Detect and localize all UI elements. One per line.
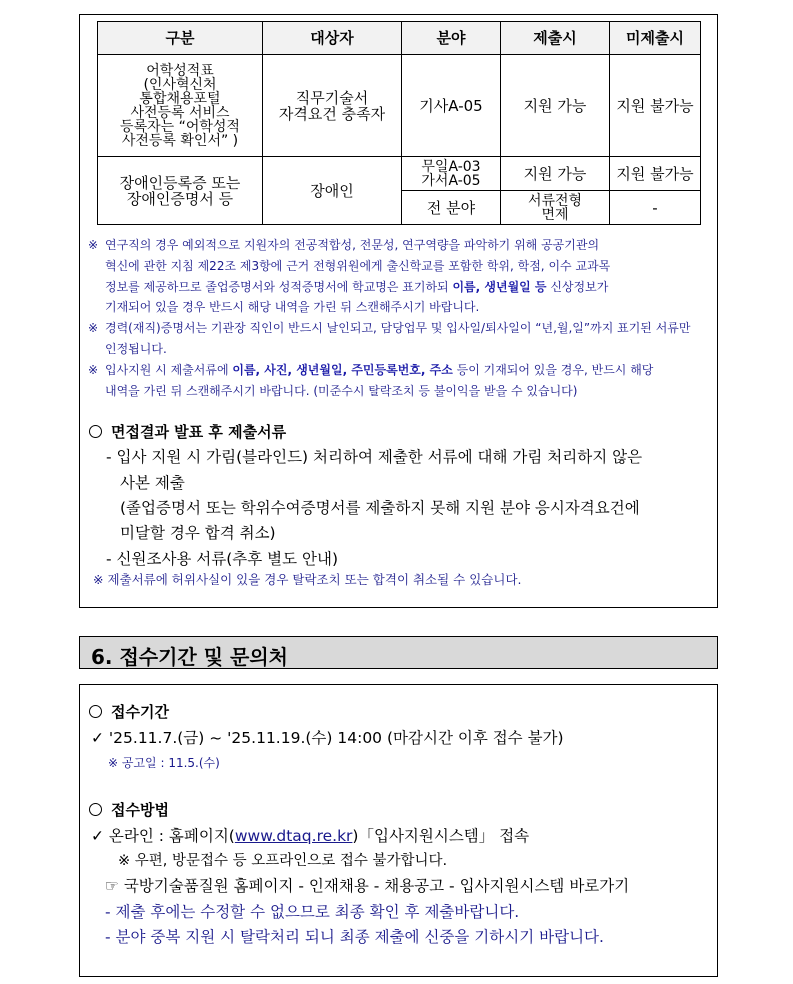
note-line: 정보를 제공하므로 졸업증명서와 성적증명서에 학교명은 표기하되 이름, 생년월일 등 신상정보가 [105,279,609,294]
target-cell: 장애인 [263,157,402,225]
requirements-box [79,14,718,608]
note-item [88,235,713,318]
note-line: 경력(재직)증명서는 기관장 직인이 반드시 날인되고, 담당업무 및 입사일/퇴사일이 “년,월,일”까지 표기된 서류만 [105,321,691,336]
circle-icon [89,803,102,816]
duplicate-warning: - 분야 중복 지원 시 탈락처리 되니 최종 제출에 신중을 기하시기 바랍니다. [105,928,604,946]
field-cell: 기사A-05 [402,55,501,157]
period-section-title [89,701,169,722]
interview-line: - 신원조사용 서류(추후 별도 안내) [106,550,339,568]
col-header: 분야 [402,22,501,55]
field-cell [402,157,501,191]
table-row [98,55,701,157]
revision-warning: - 제출 후에는 수정할 수 없으므로 최종 확인 후 제출바랍니다. [105,903,520,921]
false-info-warning: ※ 제출서류에 허위사실이 있을 경우 탈락조치 또는 합격이 취소될 수 있습니다. [93,572,522,587]
col-header: 제출시 [501,22,610,55]
target-cell [263,55,402,157]
interview-line: (졸업증명서 또는 학위수여증명서를 제출하지 못해 지원 분야 응시자격요건에 [120,499,640,517]
no-submit-cell: 지원 불가능 [610,157,701,191]
interview-line: - 입사 지원 시 가림(블라인드) 처리하여 제출한 서류에 대해 가림 처리하지 않은 [106,448,643,466]
category-cell [98,157,263,225]
submit-cell: 지원 가능 [501,55,610,157]
note-item [88,360,713,402]
interview-section-title [89,421,286,442]
submit-cell: 지원 가능 [501,157,610,191]
no-submit-cell: 지원 불가능 [610,55,701,157]
cell-line: 무일A-03 [421,158,481,175]
notes-list [88,235,713,401]
table-header-row [98,22,701,55]
cell-line: 가서A-05 [421,172,481,189]
submit-cell [501,191,610,225]
cell-line: 사전등록 확인서” ) [121,132,239,149]
documents-table [97,21,701,225]
no-submit-cell: - [610,191,701,225]
note-line: 연구직의 경우 예외적으로 지원자의 전공적합성, 전문성, 연구역량을 파악하기 위해 공공기관의 [105,238,600,252]
cell-line: 사전등록 서비스 [130,104,230,121]
col-header: 구분 [98,22,263,55]
online-line [91,824,529,846]
section-title-text: 면접결과 발표 후 제출서류 [111,423,287,441]
interview-line: 미달할 경우 합격 취소) [120,524,276,542]
category-cell [98,55,263,157]
method-section-title [89,799,169,820]
homepage-link[interactable]: www.dtaq.re.kr [234,827,353,845]
cell-line: 장애인증명서 등 [126,189,234,208]
section-title-text: 접수방법 [111,801,169,819]
note-item [88,318,713,360]
period-line: ✓ '25.11.7.(금) ~ '25.11.19.(수) 14:00 (마감시간 이후 접수 불가) [91,729,564,747]
cell-line: 서류전형 [527,192,583,209]
online-suffix: )「입사지원시스템」 접속 [352,827,530,845]
reference-mark: ※ [88,238,99,252]
cell-line: 직무기술서 [295,88,369,107]
col-header: 대상자 [263,22,402,55]
cell-line: 어학성적표 [146,62,214,79]
interview-line: 사본 제출 [120,474,185,492]
cell-line: 자격요건 충족자 [278,104,386,123]
note-line: 입사지원 시 제출서류에 이름, 사진, 생년월일, 주민등록번호, 주소 등이 기재되어 있을 경우, 반드시 해당 [105,362,654,377]
offline-note: ※ 우편, 방문접수 등 오프라인으로 접수 불가합니다. [118,853,448,869]
section-title-text: 접수기간 [111,703,169,721]
reference-mark: ※ [88,362,99,377]
cell-line: 통합채용포털 [139,90,221,107]
note-line: 혁신에 관한 지침 제22조 제3항에 근거 전형위원에게 출신학교를 포함한 학위, 학점, 이수 교과목 [105,258,611,273]
section6-title: 6. 접수기간 및 문의처 [91,645,288,669]
cell-line: 면제 [541,206,569,223]
reference-mark: ※ [88,321,99,336]
path-line: ☞ 국방기술품질원 홈페이지 - 인재채용 - 채용공고 - 입사지원시스템 바로가기 [105,877,630,895]
cell-line: 등록자는 “어학성적 [120,118,240,135]
cell-line: (인사혁신처 [143,76,217,93]
col-header: 미제출시 [610,22,701,55]
note-line: 내역을 가린 뒤 스캔해주시기 바랍니다. (미준수시 탈락조치 등 불이익을 받을 수 있습니다) [105,383,578,398]
circle-icon [89,425,102,438]
field-cell: 전 분야 [402,191,501,225]
application-box [79,684,718,977]
cell-line: 장애인등록증 또는 [119,173,241,192]
note-line: 기재되어 있을 경우 반드시 해당 내역을 가린 뒤 스캔해주시기 바랍니다. [105,300,480,315]
circle-icon [89,705,102,718]
table-row [98,157,701,191]
section6-header [79,636,718,669]
notice-date: ※ 공고일 : 11.5.(수) [108,756,220,770]
note-line: 인정됩니다. [105,341,167,356]
online-prefix: ✓ 온라인 : 홈페이지( [91,827,235,845]
